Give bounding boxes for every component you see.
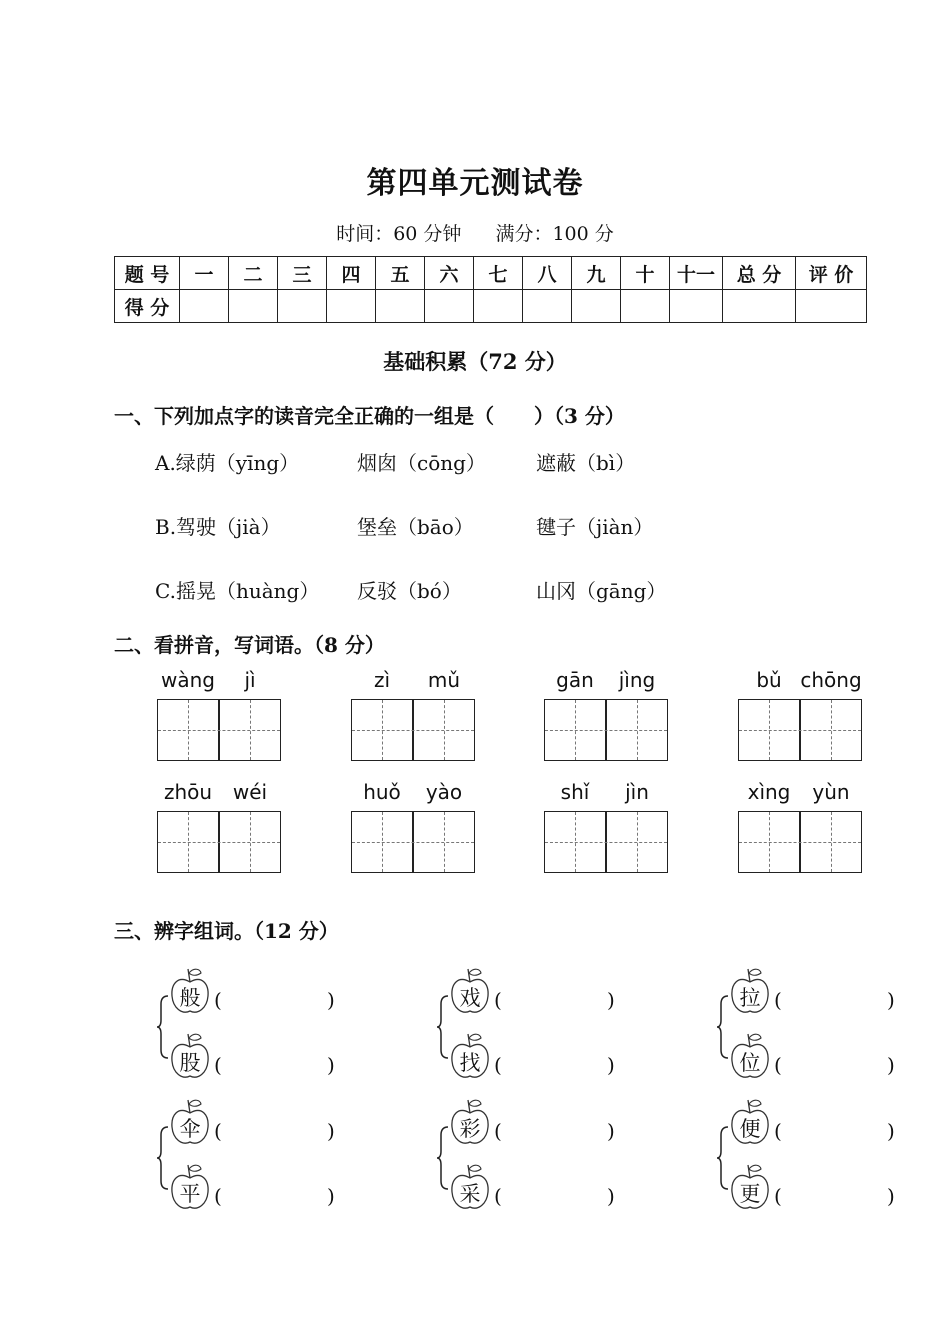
header-cell: 三 bbox=[278, 257, 327, 290]
writing-grid[interactable] bbox=[157, 699, 281, 761]
apple-icon bbox=[730, 1162, 770, 1212]
brace-icon bbox=[716, 1125, 730, 1191]
close-paren: ) bbox=[887, 1119, 895, 1143]
apple-icon bbox=[730, 1097, 770, 1147]
char-label: 股 bbox=[179, 1051, 201, 1075]
close-paren: ) bbox=[327, 1184, 335, 1208]
q1-option-b-1[interactable]: B.驾驶（jià） bbox=[155, 515, 281, 539]
char-label: 般 bbox=[179, 986, 201, 1010]
answer-blank[interactable] bbox=[506, 1117, 606, 1145]
answer-blank[interactable] bbox=[786, 1051, 886, 1079]
apple-icon bbox=[170, 1162, 210, 1212]
score-cell[interactable] bbox=[278, 290, 327, 323]
char-label: 找 bbox=[459, 1051, 481, 1075]
header-cell: 题 号 bbox=[115, 257, 180, 290]
pinyin-syllable: yào bbox=[425, 780, 463, 804]
apple-icon bbox=[450, 1162, 490, 1212]
open-paren: ( bbox=[214, 1119, 222, 1143]
answer-blank[interactable] bbox=[786, 1117, 886, 1145]
close-paren: ) bbox=[887, 1184, 895, 1208]
writing-grid[interactable] bbox=[544, 699, 668, 761]
score-cell[interactable] bbox=[474, 290, 523, 323]
answer-blank[interactable] bbox=[506, 1051, 606, 1079]
pinyin-syllable: huǒ bbox=[363, 780, 401, 804]
header-cell: 一 bbox=[180, 257, 229, 290]
char-label: 便 bbox=[739, 1117, 761, 1141]
pinyin-syllable: gān bbox=[556, 668, 594, 692]
answer-blank[interactable] bbox=[226, 1051, 326, 1079]
header-cell: 二 bbox=[229, 257, 278, 290]
apple-icon bbox=[730, 966, 770, 1016]
close-paren: ) bbox=[887, 1053, 895, 1077]
score-cell[interactable] bbox=[327, 290, 376, 323]
char-label: 采 bbox=[459, 1182, 481, 1206]
header-cell: 总 分 bbox=[723, 257, 796, 290]
apple-icon bbox=[730, 1031, 770, 1081]
score-cell[interactable] bbox=[180, 290, 229, 323]
writing-grid[interactable] bbox=[351, 811, 475, 873]
brace-icon bbox=[156, 1125, 170, 1191]
brace-icon bbox=[436, 994, 450, 1060]
char-label: 彩 bbox=[459, 1117, 481, 1141]
pinyin-syllable: mǔ bbox=[427, 668, 461, 692]
header-cell: 九 bbox=[572, 257, 621, 290]
answer-blank[interactable] bbox=[226, 1182, 326, 1210]
q1-option-a-1[interactable]: A.绿荫（yīng） bbox=[155, 451, 300, 475]
q1-option-c-1[interactable]: C.摇晃（huàng） bbox=[155, 579, 320, 603]
header-cell: 十 bbox=[621, 257, 670, 290]
apple-icon bbox=[170, 1097, 210, 1147]
score-cell[interactable] bbox=[425, 290, 474, 323]
answer-blank[interactable] bbox=[506, 986, 606, 1014]
answer-blank[interactable] bbox=[506, 1182, 606, 1210]
header-cell: 七 bbox=[474, 257, 523, 290]
apple-icon bbox=[170, 966, 210, 1016]
open-paren: ( bbox=[774, 988, 782, 1012]
apple-icon bbox=[450, 1097, 490, 1147]
q1-option-c-2: 反驳（bó） bbox=[357, 579, 462, 603]
close-paren: ) bbox=[607, 1053, 615, 1077]
q3-title: 三、辨字组词。（12 分） bbox=[114, 919, 339, 943]
close-paren: ) bbox=[607, 1184, 615, 1208]
score-table bbox=[114, 256, 867, 323]
section-title: 基础积累（72 分） bbox=[383, 349, 567, 374]
open-paren: ( bbox=[494, 988, 502, 1012]
answer-blank[interactable] bbox=[786, 1182, 886, 1210]
brace-icon bbox=[156, 994, 170, 1060]
writing-grid[interactable] bbox=[738, 699, 862, 761]
page-title: 第四单元测试卷 bbox=[366, 166, 584, 201]
apple-icon bbox=[450, 966, 490, 1016]
open-paren: ( bbox=[494, 1119, 502, 1143]
close-paren: ) bbox=[327, 1053, 335, 1077]
score-label-cell: 得 分 bbox=[115, 290, 180, 323]
score-table-score-row bbox=[115, 290, 867, 323]
q1-title: 一、下列加点字的读音完全正确的一组是（ ）（3 分） bbox=[114, 404, 625, 428]
brace-icon bbox=[436, 1125, 450, 1191]
writing-grid[interactable] bbox=[544, 811, 668, 873]
pinyin-syllable: jì bbox=[244, 668, 256, 692]
exam-info bbox=[0, 219, 950, 246]
pinyin-syllable: zì bbox=[373, 668, 391, 692]
pinyin-syllable: jìn bbox=[625, 780, 649, 804]
pinyin-syllable: wàng bbox=[161, 668, 215, 692]
score-table-header-row bbox=[115, 257, 867, 290]
header-cell: 八 bbox=[523, 257, 572, 290]
score-cell[interactable] bbox=[621, 290, 670, 323]
header-cell: 六 bbox=[425, 257, 474, 290]
writing-grid[interactable] bbox=[351, 699, 475, 761]
answer-blank[interactable] bbox=[786, 986, 886, 1014]
open-paren: ( bbox=[214, 1184, 222, 1208]
char-label: 戏 bbox=[459, 986, 481, 1010]
q1-option-c-3: 山冈（gāng） bbox=[536, 579, 667, 603]
close-paren: ) bbox=[607, 1119, 615, 1143]
open-paren: ( bbox=[494, 1184, 502, 1208]
open-paren: ( bbox=[774, 1119, 782, 1143]
pinyin-syllable: shǐ bbox=[560, 780, 590, 804]
open-paren: ( bbox=[214, 1053, 222, 1077]
header-cell: 五 bbox=[376, 257, 425, 290]
score-cell[interactable] bbox=[670, 290, 723, 323]
close-paren: ) bbox=[607, 988, 615, 1012]
open-paren: ( bbox=[774, 1053, 782, 1077]
q1-option-a-3: 遮蔽（bì） bbox=[536, 451, 636, 475]
score-cell[interactable] bbox=[523, 290, 572, 323]
writing-grid[interactable] bbox=[157, 811, 281, 873]
pinyin-syllable: wéi bbox=[232, 780, 268, 804]
header-cell: 十一 bbox=[670, 257, 723, 290]
pinyin-syllable: jìng bbox=[618, 668, 656, 692]
close-paren: ) bbox=[887, 988, 895, 1012]
apple-icon bbox=[450, 1031, 490, 1081]
answer-blank[interactable] bbox=[226, 986, 326, 1014]
char-label: 位 bbox=[739, 1051, 761, 1075]
pinyin-syllable: yùn bbox=[812, 780, 850, 804]
pinyin-syllable: bǔ bbox=[756, 668, 782, 692]
writing-grid[interactable] bbox=[738, 811, 862, 873]
pinyin-syllable: chōng bbox=[800, 668, 862, 692]
brace-icon bbox=[716, 994, 730, 1060]
pinyin-syllable: xìng bbox=[747, 780, 791, 804]
char-label: 更 bbox=[739, 1182, 761, 1206]
pinyin-syllable: zhōu bbox=[163, 780, 213, 804]
answer-blank[interactable] bbox=[226, 1117, 326, 1145]
score-cell[interactable] bbox=[723, 290, 796, 323]
open-paren: ( bbox=[214, 988, 222, 1012]
q1-option-b-2: 堡垒（bāo） bbox=[357, 515, 474, 539]
q1-option-a-2: 烟囱（cōng） bbox=[357, 451, 486, 475]
open-paren: ( bbox=[774, 1184, 782, 1208]
header-cell: 评 价 bbox=[796, 257, 867, 290]
char-label: 平 bbox=[179, 1182, 201, 1206]
score-cell[interactable] bbox=[229, 290, 278, 323]
char-label: 伞 bbox=[179, 1117, 201, 1141]
score-cell[interactable] bbox=[376, 290, 425, 323]
q1-option-b-3: 毽子（jiàn） bbox=[536, 515, 654, 539]
close-paren: ) bbox=[327, 1119, 335, 1143]
full-score: 满分：100 分 bbox=[495, 223, 614, 245]
time-limit: 时间：60 分钟 bbox=[336, 223, 462, 245]
q2-title: 二、看拼音，写词语。（8 分） bbox=[114, 633, 385, 657]
score-cell[interactable] bbox=[572, 290, 621, 323]
char-label: 拉 bbox=[739, 986, 761, 1010]
close-paren: ) bbox=[327, 988, 335, 1012]
open-paren: ( bbox=[494, 1053, 502, 1077]
apple-icon bbox=[170, 1031, 210, 1081]
score-cell[interactable] bbox=[796, 290, 867, 323]
header-cell: 四 bbox=[327, 257, 376, 290]
